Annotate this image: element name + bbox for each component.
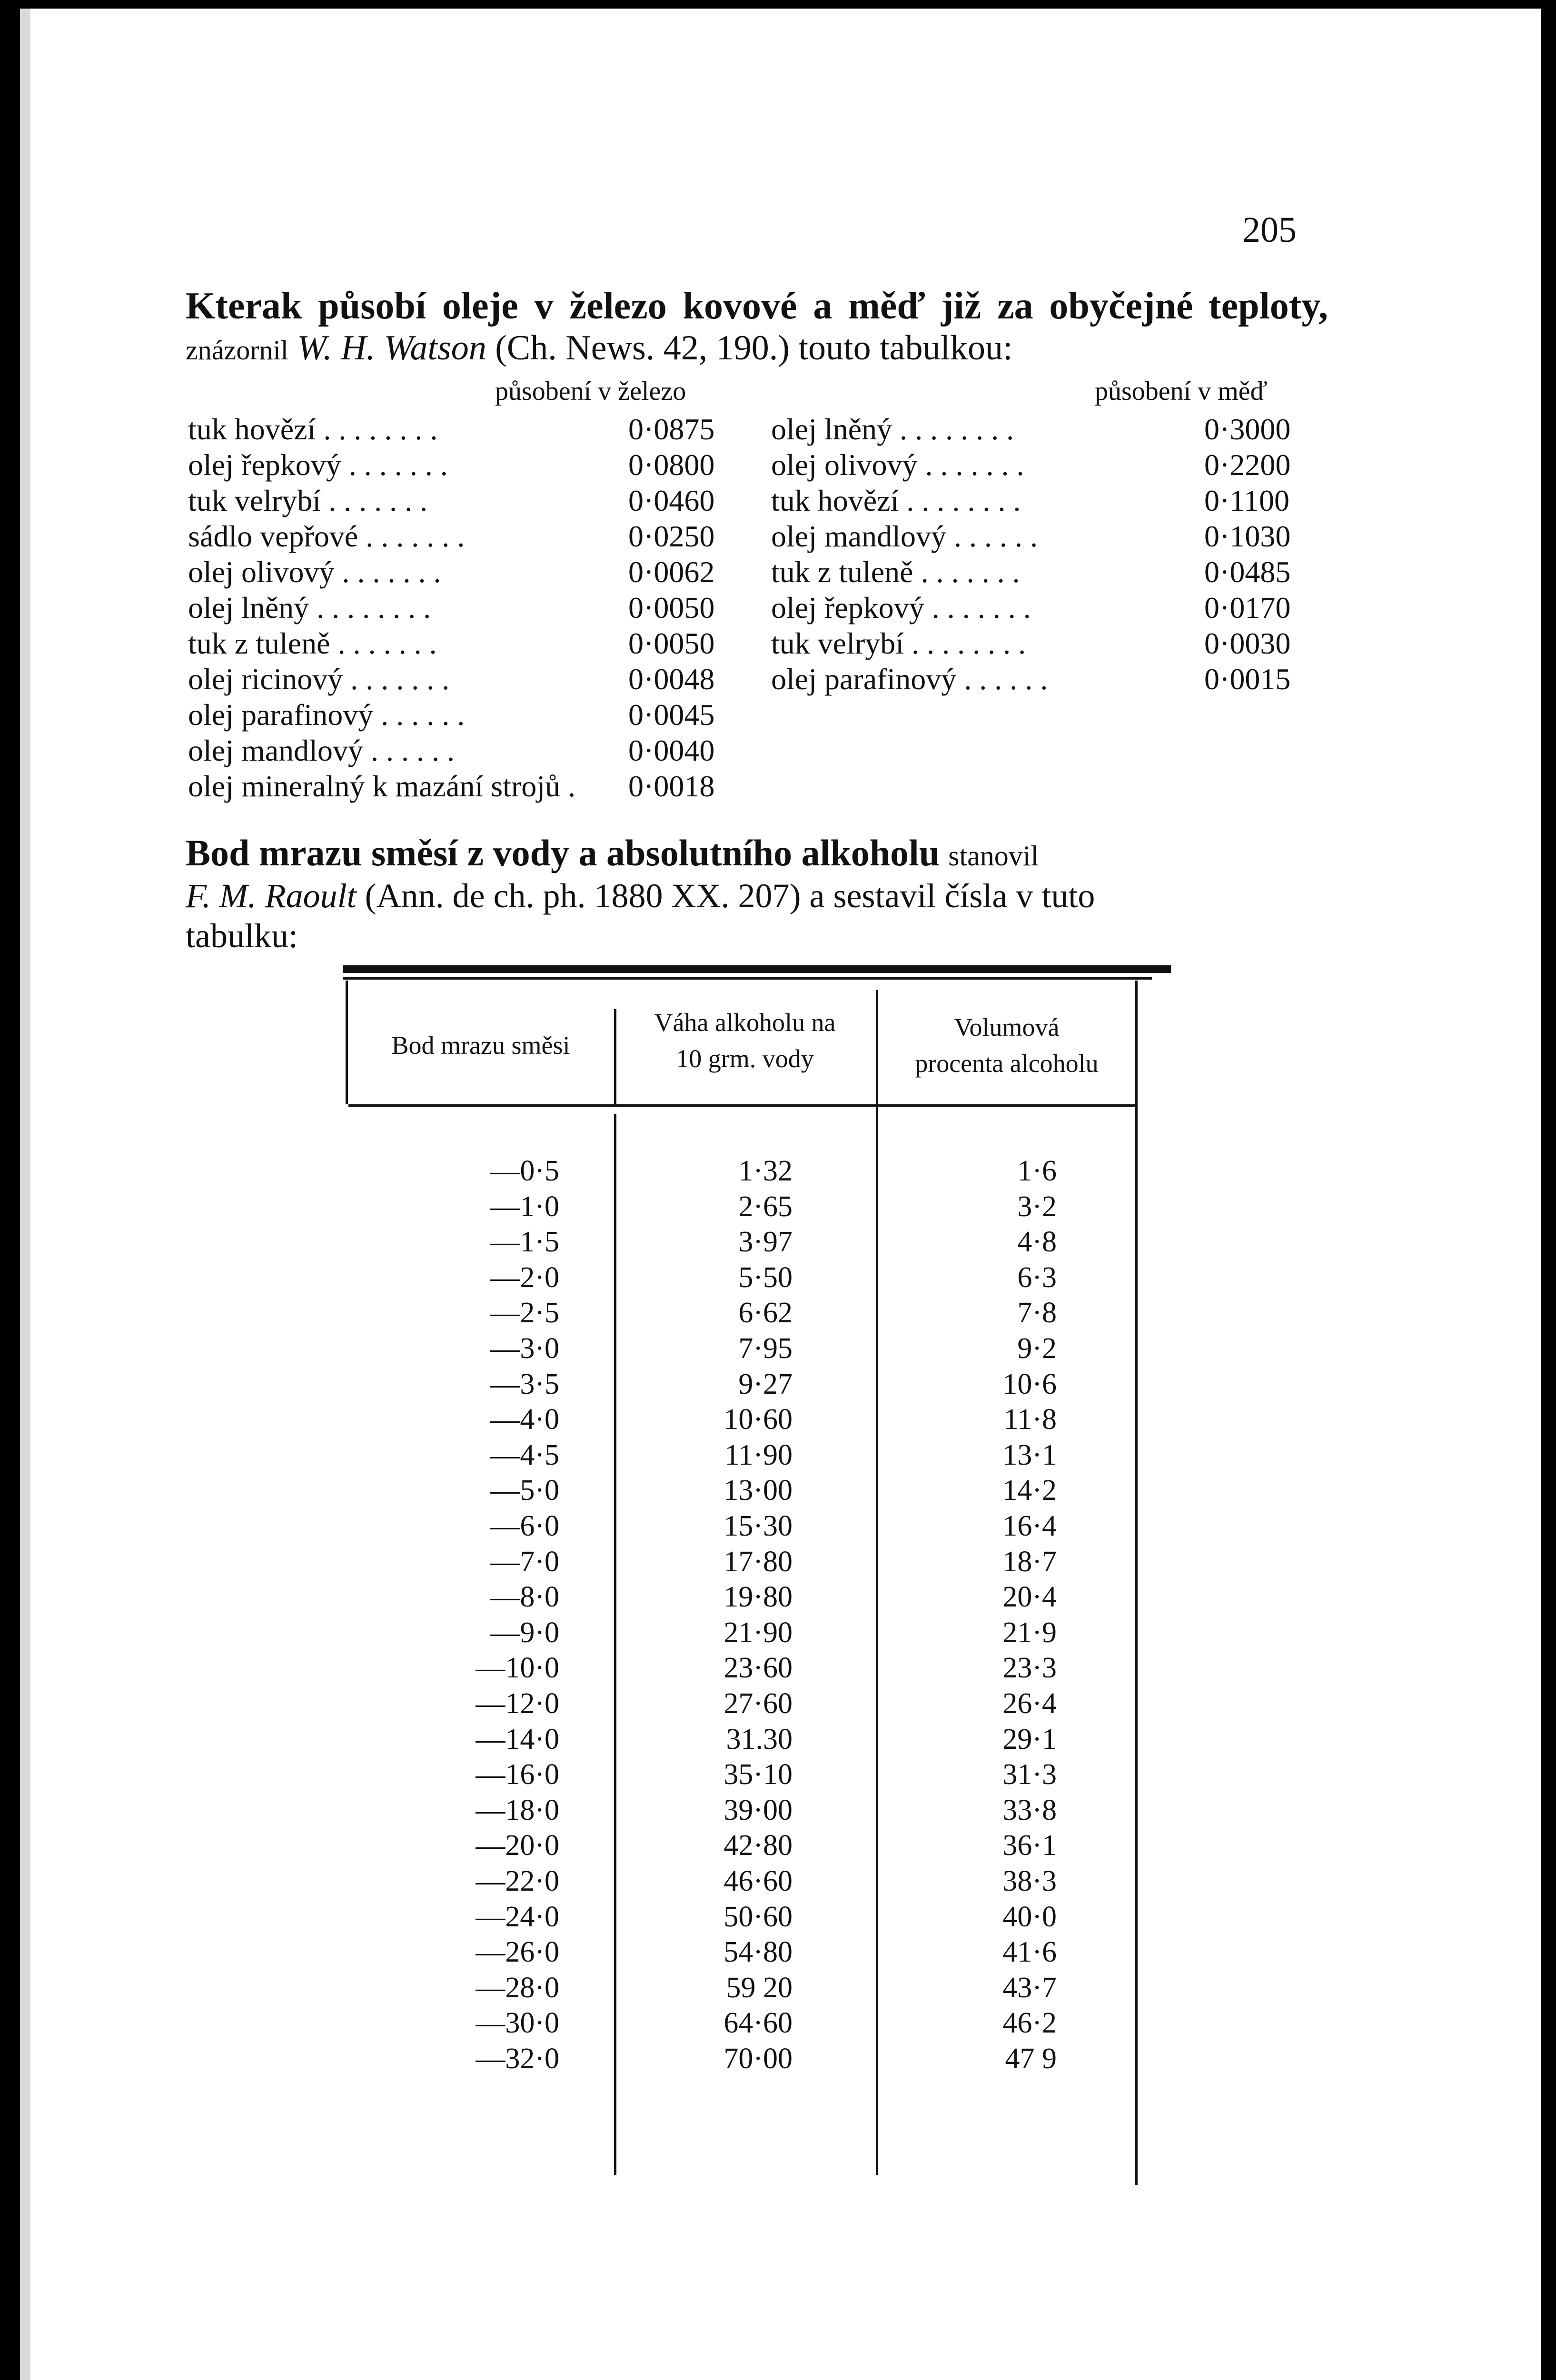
iron-value: 0·0800 — [628, 448, 715, 482]
iron-label: sádlo vepřové . . . . . . . — [188, 519, 465, 553]
paragraph-freezing-heading: Bod mrazu směsí z vody a absolutního alkoholu — [186, 832, 940, 873]
paragraph-freezing-end: tabulku: — [186, 917, 298, 955]
table-cell-volume: 47 9 — [1005, 2043, 1057, 2075]
copper-row — [771, 626, 1291, 661]
copper-row — [771, 483, 1289, 518]
iron-label: tuk hovězí . . . . . . . . — [188, 412, 438, 446]
iron-row — [188, 555, 715, 590]
table-cell-volume: 14·2 — [1002, 1474, 1057, 1507]
copper-value: 0·3000 — [1204, 412, 1291, 446]
copper-value: 0·0015 — [1204, 662, 1291, 696]
table-col-divider-2 — [876, 990, 878, 2175]
copper-label: olej řepkový . . . . . . . — [771, 591, 1031, 625]
scan-border-right — [1541, 0, 1556, 2380]
table-cell-weight: 21·90 — [723, 1616, 793, 1649]
copper-label: tuk velrybí . . . . . . . . — [771, 626, 1026, 660]
table-cell-freezing: —2·0 — [490, 1261, 559, 1294]
table-cell-weight: 15·30 — [723, 1510, 793, 1542]
iron-row — [188, 769, 715, 804]
iron-value: 0·0062 — [628, 555, 715, 589]
table-cell-volume: 13·1 — [1002, 1438, 1057, 1471]
copper-value: 0·0030 — [1204, 626, 1291, 660]
table-cell-freezing: —3·5 — [490, 1368, 559, 1400]
table-cell-weight: 27·60 — [723, 1687, 793, 1720]
table-cell-weight: 23·60 — [723, 1652, 793, 1685]
table-cell-freezing: —1·0 — [490, 1190, 559, 1223]
copper-label: tuk hovězí . . . . . . . . — [771, 484, 1021, 517]
scan-border-left — [0, 0, 20, 2380]
table-cell-volume: 29·1 — [1002, 1723, 1057, 1755]
table-cell-weight: 50·60 — [723, 1900, 793, 1933]
copper-label: olej lněný . . . . . . . . — [771, 412, 1014, 446]
table-cell-weight: 39·00 — [723, 1794, 793, 1826]
table-cell-volume: 6·3 — [1017, 1261, 1057, 1294]
table-cell-weight: 64·60 — [723, 2007, 793, 2040]
iron-value: 0·0050 — [628, 626, 715, 660]
table-header-rule — [348, 1104, 1136, 1107]
paragraph-oils-verb: znázornil — [186, 335, 288, 366]
page-number: 205 — [1242, 210, 1297, 250]
table-cell-volume: 41·6 — [1002, 1936, 1057, 1969]
table-cell-volume: 4·8 — [1017, 1226, 1057, 1259]
table-cell-weight: 10·60 — [723, 1403, 793, 1436]
table-cell-freezing: —5·0 — [490, 1474, 559, 1507]
table-cell-weight: 7·95 — [738, 1332, 793, 1365]
table-cell-volume: 20·4 — [1002, 1581, 1057, 1614]
iron-value: 0·0875 — [628, 412, 715, 446]
table-header-freezing-point: Bod mrazu směsi — [391, 1031, 570, 1060]
iron-label: tuk velrybí . . . . . . . — [188, 484, 428, 517]
iron-label: olej lněný . . . . . . . . — [188, 591, 431, 625]
iron-value: 0·0050 — [628, 591, 715, 625]
paragraph-oils-heading: Kterak působí oleje v železo kovové a měď již za obyčejné — [186, 285, 1193, 327]
table-cell-freezing: —9·0 — [490, 1616, 559, 1649]
table-cell-volume: 11·8 — [1003, 1403, 1057, 1436]
iron-label: olej mineralný k mazání strojů . — [188, 769, 575, 803]
table-cell-volume: 7·8 — [1017, 1297, 1057, 1329]
table-cell-freezing: —20·0 — [476, 1829, 559, 1862]
copper-label: olej mandlový . . . . . . — [771, 519, 1038, 553]
table-cell-volume: 26·4 — [1002, 1687, 1057, 1720]
table-cell-volume: 18·7 — [1002, 1545, 1057, 1578]
table-cell-volume: 9·2 — [1017, 1332, 1057, 1365]
iron-row — [188, 447, 715, 483]
copper-label: olej olivový . . . . . . . — [771, 448, 1024, 482]
table-cell-freezing: —8·0 — [490, 1581, 559, 1614]
copper-row — [771, 590, 1291, 625]
iron-row — [188, 412, 715, 447]
copper-row — [771, 519, 1291, 554]
iron-value: 0·0045 — [628, 698, 715, 732]
table-cell-freezing: —16·0 — [476, 1758, 559, 1791]
table-cell-volume: 10·6 — [1002, 1368, 1057, 1400]
table-cell-weight: 59 20 — [726, 1971, 793, 2004]
paragraph-freezing — [186, 833, 1328, 956]
table-cell-volume: 36·1 — [1002, 1829, 1057, 1862]
table-cell-weight: 11·90 — [724, 1438, 793, 1471]
table-left-border — [346, 981, 348, 1104]
copper-row — [771, 412, 1291, 447]
paragraph-oils — [186, 286, 1328, 371]
table-cell-volume: 38·3 — [1002, 1865, 1057, 1897]
scan-border-left-shadow — [20, 9, 30, 2380]
table-cell-freezing: —24·0 — [476, 1900, 559, 1933]
table-cell-volume: 23·3 — [1002, 1652, 1057, 1685]
iron-row — [188, 662, 715, 697]
iron-label: olej olivový . . . . . . . — [188, 555, 441, 589]
table-cell-freezing: —7·0 — [490, 1545, 559, 1578]
table-cell-freezing: —22·0 — [476, 1865, 559, 1897]
table-cell-freezing: —28·0 — [476, 1971, 559, 2004]
copper-label: olej parafinový . . . . . . — [771, 662, 1048, 696]
table-cell-weight: 70·00 — [723, 2043, 793, 2075]
copper-value: 0·1100 — [1204, 484, 1289, 517]
iron-column-header: působení v železo — [495, 377, 686, 406]
table-cell-volume: 40·0 — [1002, 1900, 1057, 1933]
table-cell-volume: 46·2 — [1002, 2007, 1057, 2040]
table-cell-volume: 33·8 — [1002, 1794, 1057, 1826]
table-cell-weight: 9·27 — [738, 1368, 793, 1400]
copper-label: tuk z tuleně . . . . . . . — [771, 555, 1020, 589]
table-cell-freezing: —14·0 — [476, 1723, 559, 1755]
paragraph-freezing-author: F. M. Raoult — [186, 877, 357, 915]
table-cell-freezing: —6·0 — [490, 1510, 559, 1542]
paragraph-oils-author: W. H. Watson — [297, 328, 486, 367]
table-cell-weight: 6·62 — [738, 1297, 793, 1329]
table-cell-volume: 3·2 — [1017, 1190, 1057, 1223]
paragraph-freezing-citation: (Ann. de ch. ph. 1880 XX. 207) a sestavil čísla v tuto — [365, 877, 1095, 915]
iron-label: olej mandlový . . . . . . — [188, 734, 455, 767]
paragraph-freezing-verb: stanovil — [948, 840, 1039, 872]
iron-row — [188, 519, 715, 554]
table-cell-volume: 1·6 — [1017, 1155, 1057, 1187]
scan-border-top — [0, 0, 1556, 9]
table-cell-weight: 5·50 — [738, 1261, 793, 1294]
iron-value: 0·0048 — [628, 662, 715, 696]
table-cell-weight: 2·65 — [738, 1190, 793, 1223]
table-cell-freezing: —2·5 — [490, 1297, 559, 1329]
table-cell-freezing: —3·0 — [490, 1332, 559, 1365]
iron-row — [188, 733, 715, 768]
table-cell-volume: 43·7 — [1002, 1971, 1057, 2004]
table-cell-freezing: —4·0 — [490, 1403, 559, 1436]
table-right-border — [1135, 981, 1138, 2185]
iron-value: 0·0250 — [628, 519, 715, 553]
table-cell-weight: 19·80 — [723, 1581, 793, 1614]
table-cell-weight: 3·97 — [738, 1226, 793, 1259]
table-cell-volume: 16·4 — [1002, 1510, 1057, 1542]
iron-row — [188, 590, 715, 625]
table-cell-freezing: —4·5 — [490, 1438, 559, 1471]
paragraph-oils-citation: (Ch. News. 42, 190.) touto tabulkou: — [495, 328, 1013, 367]
table-cell-freezing: —32·0 — [476, 2043, 559, 2075]
iron-value: 0·0040 — [628, 734, 715, 767]
table-cell-freezing: —30·0 — [476, 2007, 559, 2040]
iron-label: olej parafinový . . . . . . — [188, 698, 465, 732]
table-cell-weight: 35·10 — [723, 1758, 793, 1791]
copper-value: 0·0170 — [1204, 591, 1291, 625]
table-cell-freezing: —10·0 — [476, 1652, 559, 1685]
table-top-rule — [343, 965, 1171, 973]
table-header-volume-percent: Volumová procenta alcoholu — [915, 1013, 1099, 1078]
table-cell-volume: 31·3 — [1002, 1758, 1057, 1791]
iron-label: tuk z tuleně . . . . . . . — [188, 626, 437, 660]
table-top-rule-secondary — [343, 977, 1152, 980]
table-cell-weight: 17·80 — [723, 1545, 793, 1578]
copper-value: 0·1030 — [1204, 519, 1291, 553]
iron-label: olej řepkový . . . . . . . — [188, 448, 448, 482]
table-cell-weight: 13·00 — [723, 1474, 793, 1507]
table-cell-weight: 46·60 — [723, 1865, 793, 1897]
iron-row — [188, 626, 715, 661]
copper-value: 0·0485 — [1204, 555, 1291, 589]
table-header-alcohol-weight: Váha alkoholu na 10 grm. vody — [654, 1008, 836, 1073]
copper-row — [771, 555, 1291, 590]
table-cell-weight: 1·32 — [738, 1155, 793, 1187]
table-cell-weight: 31.30 — [726, 1723, 793, 1755]
table-cell-freezing: —26·0 — [476, 1936, 559, 1969]
table-cell-freezing: —18·0 — [476, 1794, 559, 1826]
iron-value: 0·0460 — [628, 484, 715, 517]
copper-row — [771, 447, 1291, 483]
paragraph-oils-heading-tail: teploty, — [1208, 285, 1328, 327]
table-cell-volume: 21·9 — [1002, 1616, 1057, 1649]
table-cell-weight: 42·80 — [723, 1829, 793, 1862]
iron-value: 0·0018 — [628, 769, 715, 803]
iron-row — [188, 483, 715, 518]
table-cell-freezing: —1·5 — [490, 1226, 559, 1259]
table-cell-freezing: —0·5 — [490, 1155, 559, 1187]
copper-value: 0·2200 — [1204, 448, 1291, 482]
copper-column-header: působení v měď — [1095, 377, 1268, 406]
iron-label: olej ricinový . . . . . . . — [188, 662, 450, 696]
copper-row — [771, 662, 1291, 697]
table-col-divider-1 — [614, 1114, 616, 2175]
iron-row — [188, 697, 715, 733]
table-cell-weight: 54·80 — [723, 1936, 793, 1969]
table-cell-freezing: —12·0 — [476, 1687, 559, 1720]
